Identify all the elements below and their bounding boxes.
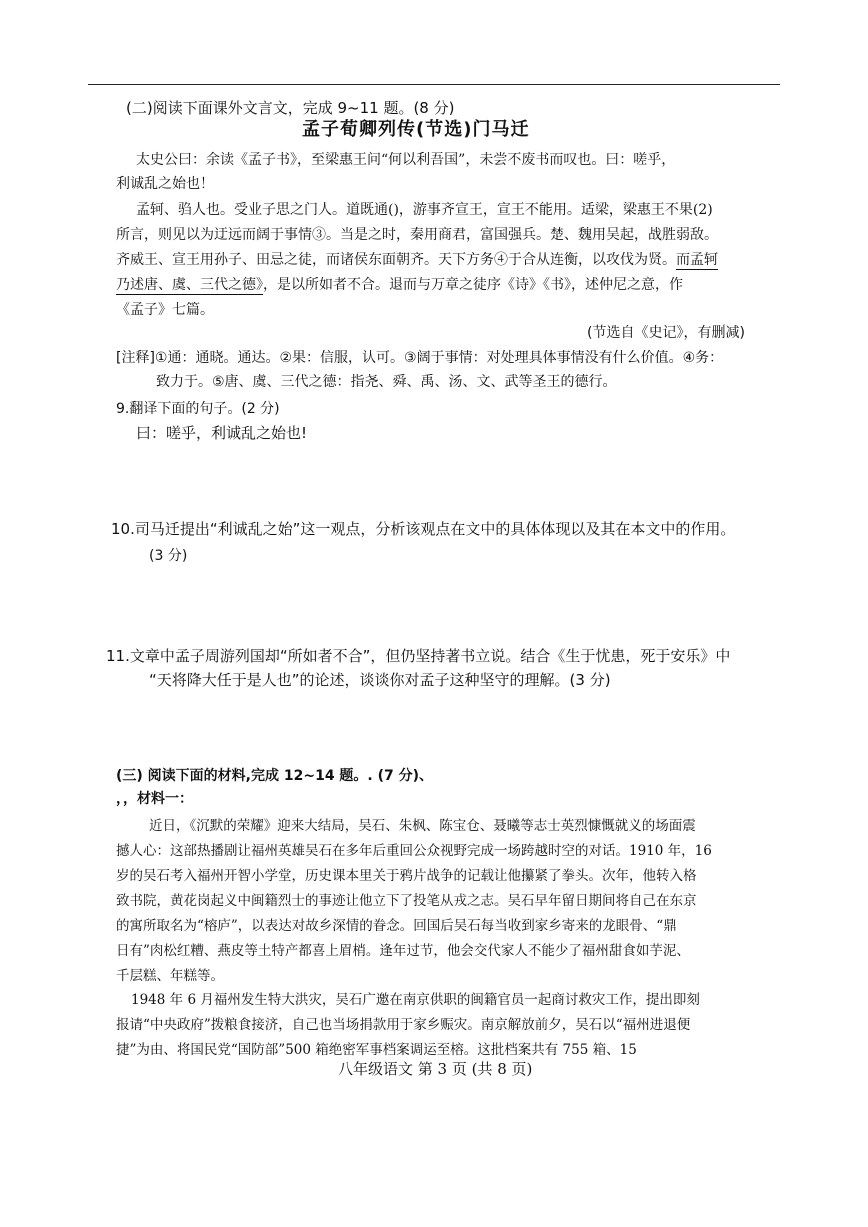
question-10-line2: (3 分) [149,548,188,564]
material1-p1-line4: 致书院，黄花岗起义中闽籍烈士的事迹让他立下了投笔从戎之志。吴石早年留日期间将自己在东京 [116,893,697,909]
passage-title: 孟子荀卿列传(节选)门马迁 [302,119,530,140]
question-10-line1: 10.司马迁提出“利诚乱之始”这一观点，分析该观点在文中的具体体现以及其在本文中的作用。 [111,520,736,538]
question-9: 9.翻译下面的句子。(2 分) [116,401,280,417]
underlined-sentence-part1: 而孟轲 [676,252,718,268]
material1-p2-line2: 报请“中央政府”拨粮食接济，自己也当场捐款用于家乡赈灾。南京解放前夕，吴石以“福州进退便 [116,1017,691,1033]
material1-p1-line7: 千层糕、年糕等。 [116,968,224,984]
page-footer: 八年级语文 第 3 页 (共 8 页) [338,1060,533,1078]
passage-p1-line2: 利诚乱之始也！ [116,176,214,192]
passage-p1-line1: 太史公曰：余读《孟子书》，至梁惠王问“何以利吾国”，未尝不废书而叹也。曰：嗟乎， [136,152,676,168]
passage-p2-line2: 所言，则见以为迂远而阔于事情③。当是之时，秦用商君，富国强兵。楚、魏用吴起，战胜弱敌。 [116,227,718,243]
header-rule [88,84,780,85]
source-citation: (节选自《史记》，有删减) [587,325,745,341]
passage-p2-line4 [116,276,683,294]
annotation-line2: 致力于。⑤唐、虞、三代之德：指尧、舜、禹、汤、文、武等圣王的德行。 [156,374,617,390]
underlined-sentence-part2: 乃述唐、虞、三代之德》 [116,277,263,293]
material1-p1-line6: 日有”肉松红糟、燕皮等土特产都喜上眉梢。逢年过节，他会交代家人不能少了福州甜食如芋泥、 [116,943,690,959]
material1-p1-line2: 撼人心：这部热播剧让福州英雄吴石在多年后重回公众视野完成一场跨越时空的对话。1910 年，16 [116,843,712,859]
material1-p1-line3: 岁的吴石考入福州开智小学堂，历史课本里关于鸦片战争的记载让他攥紧了拳头。次年，他转入格 [116,868,697,884]
passage-text: ，是以所如者不合。退而与万章之徒序《诗》《书》，述仲尼之意，作 [263,277,683,293]
material1-p1-line1: 近日，《沉默的荣耀》迎来大结局，吴石、朱枫、陈宝仓、聂曦等志士英烈慷慨就义的场面震 [149,818,696,834]
section2-heading: (二)阅读下面课外文言文，完成 9~11 题。(8 分) [126,99,455,117]
material1-p2-line3: 捷”为由、将国民党“国防部”500 箱绝密军事档案调运至榕。这批档案共有 755 箱、15 [116,1042,637,1058]
passage-p2-line5: 《孟子》七篇。 [116,302,214,318]
material1-label: ，，材料一： [116,791,193,807]
material1-p2-line1: 1948 年 6 月福州发生特大洪灾，吴石广邀在南京供职的闽籍官员一起商讨救灾工作，提出即刻 [131,992,700,1008]
section3-heading: (三) 阅读下面的材料,完成 12~14 题。. (7 分)、 [116,768,434,784]
annotation-line1: [注释]①通：通晓。通达。②果：信服，认可。③阔于事情：对处理具体事情没有什么价值。④务： [116,350,724,366]
passage-p2-line1: 孟轲、驺人也。受业子思之门人。道既通()，游事齐宣王，宣王不能用。适梁，梁惠王不果(2) [136,202,713,218]
question-9-sentence: 曰：嗟乎，利诚乱之始也! [136,424,308,442]
question-11-line2: “天将降大任于是人也”的论述，谈谈你对孟子这种坚守的理解。(3 分) [149,671,611,689]
passage-text: 齐威王、宣王用孙子、田忌之徒，而诸侯东面朝齐。天下方务④于合从连衡，以攻伐为贤。 [116,252,676,268]
passage-p2-line3 [116,251,718,269]
question-11-line1: 11.文章中孟子周游列国却“所如者不合”，但仍坚持著书立说。结合《生于忧患，死于安乐》中 [106,647,731,665]
material1-p1-line5: 的寓所取名为“榕庐”，以表达对故乡深情的眷念。回国后吴石每当收到家乡寄来的龙眼骨、“鼎 [116,918,677,934]
